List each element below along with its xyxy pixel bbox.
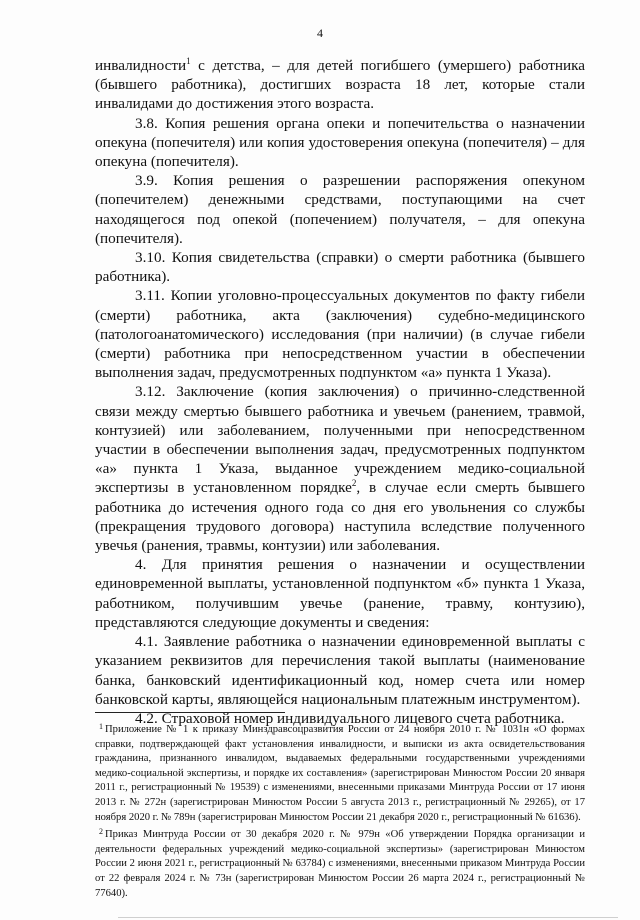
paragraph-3-10: 3.10. Копия свидетельства (справки) о смерти работника (бывшего работника). (95, 249, 585, 286)
footnote-number: 1 (99, 722, 103, 731)
paragraph-text: , в случае если смерть бывшего работника до истечения одного года со дня его увольнения со службы (прекращения трудового договора) наступила вследствие полученного увечья (ранения, травмы, контузии) или заболевания. (95, 479, 585, 555)
paragraph-text: 3.12. Заключение (копия заключения) о причинно-следственной связи между смертью бывшего работника и увечьем (ранением, травмой, контузией) или заболеванием, полученными при непосредственном участии в обеспечении выполнения задач, предусмотренных подпунктом «а» пункта 1 Указа, выданное учреждением медико-социальной экспертизы в установленном порядке (95, 383, 585, 497)
document-body (95, 56, 585, 728)
footnote-2 (95, 825, 585, 901)
paragraph-3-12 (95, 382, 585, 555)
paragraph-text: инвалидности (95, 57, 187, 74)
footnote-text: Приказ Минтруда России от 30 декабря 2020 г. № 979н «Об утверждении Порядка организации и деятельности федеральных учреждений медико-социальной экспертизы» (зарегистрирован Минюстом России 2 июня 2021 г., регистрационный № 63784) с изменениями, внесенными приказом Минтруда России от 22 февраля 2024 г. № 73н (зарегистрирован Минюстом России 26 марта 2024 г., регистрационный № 77640). (95, 829, 585, 899)
footnote-ref: 1 (186, 55, 191, 66)
paragraph-3-8: 3.8. Копия решения органа опеки и попечительства о назначении опекуна (попечителя) или копия удостоверения опекуна (попечителя) – для опекуна (попечителя). (95, 114, 585, 171)
footnote-separator (95, 712, 285, 713)
paragraph-4: 4. Для принятия решения о назначении и осуществлении единовременной выплаты, установленной подпунктом «б» пункта 1 Указа, работником, получившим увечье (ранение, травму, контузию), представляются следующие документы и сведения: (95, 556, 585, 631)
footnote-ref: 2 (351, 478, 357, 489)
paragraph-continuation (95, 56, 585, 114)
footnote-1 (95, 720, 585, 825)
footnote-number: 2 (99, 827, 103, 837)
paragraph-4-1: 4.1. Заявление работника о назначении единовременной выплаты с указанием реквизитов для перечисления такой выплаты (наименование банка, банковский идентификационный код, номер счета или номер банковской карты, являющейся национальным платежным инструментом). (95, 633, 585, 708)
footnotes (95, 720, 585, 901)
paragraph-text: с детства, – для детей погибшего (умершего) работника (бывшего работника), достигших возраста 18 лет, которые стали инвалидами до достижения этого возраста. (95, 57, 585, 113)
paragraph-4-2: 4.2. Страховой номер индивидуального лицевого счета работника. (135, 709, 565, 727)
paragraph-3-11: 3.11. Копии уголовно-процессуальных документов по факту гибели (смерти) работника, акта (заключения) судебно-медицинского (патологоанатомического) исследования (при наличии) (в случае гибели (смерти) работника при непосредственном участии в обеспечении выполнения задач, предусмотренных подпунктом «а» пункта 1 Указа). (95, 287, 585, 382)
paragraph-3-9: 3.9. Копия решения о разрешении распоряжения опекуном (попечителем) денежными средствами, поступающими на счет находящегося под опекой (попечением) получателя, – для опекуна (попечителя). (95, 172, 585, 247)
footnote-text: Приложение № 1 к приказу Минздравсоцразвития России от 24 ноября 2010 г. № 1031н «О формах справки, подтверждающей факт установления инвалидности, и выписки из акта освидетельствования гражданина, признанного инвалидом, выдаваемых федеральными государственными учреждениями медико-социальной экспертизы, и порядке их составления» (зарегистрирован Минюстом России 20 января 2011 г., регистрационный № 19539) с изменениями, внесенными приказами Минтруда России от 17 июня 2013 г. № 272н (зарегистрирован Минюстом России 5 августа 2013 г., регистрационный № 29265), от 17 ноября 2020 г. № 789н (зарегистрирован Минюстом России 21 декабря 2020 г., регистрационный № 61636). (95, 724, 585, 823)
page-number: 4 (317, 26, 323, 40)
scan-edge (118, 917, 618, 918)
